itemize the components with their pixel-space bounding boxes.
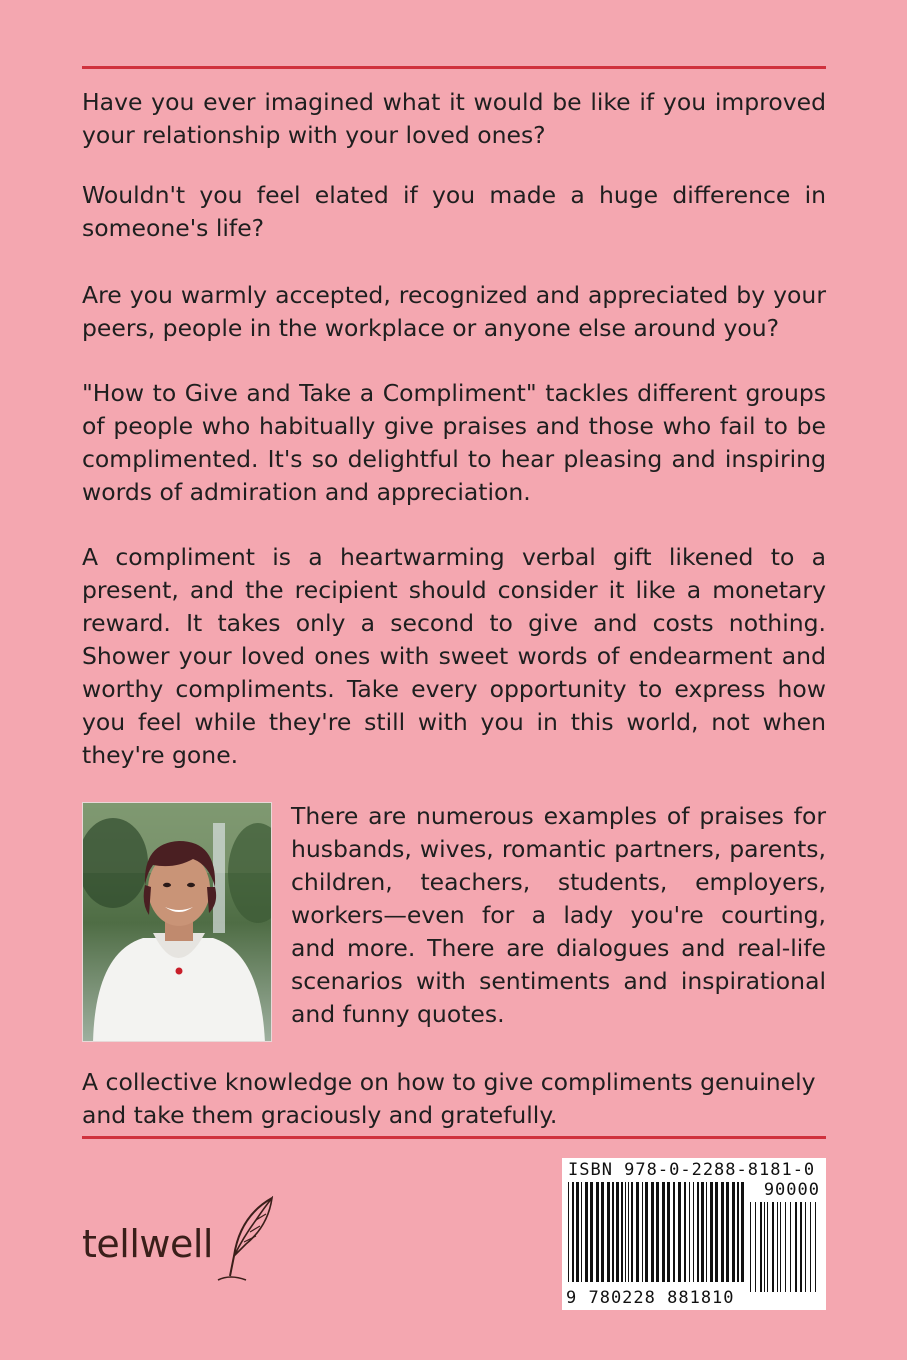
closing-paragraph: A collective knowledge on how to give compliments genuinely and take them graciously and gratefully. [82, 1068, 816, 1129]
compliment-paragraph: A compliment is a heartwarming verbal gift likened to a present, and the recipient should consider it like a monetary reward. It takes only a second to give and costs nothing. Shower your loved ones with sweet words of endearment and worthy compliments. Take every opportunity to express how you feel while they're still with you in this world, not when they're gone. [82, 543, 826, 769]
quill-pen-icon [210, 1196, 280, 1286]
barcode-bars [566, 1182, 822, 1294]
top-rule [82, 66, 826, 69]
price-code: 90000 [763, 1180, 820, 1200]
bottom-rule [82, 1136, 826, 1139]
isbn-barcode [562, 1158, 826, 1310]
isbn-label: ISBN 978-0-2288-8181-0 [568, 1160, 816, 1180]
barcode-digits: 9 780228 881810 [566, 1288, 735, 1308]
book-description-paragraph: "How to Give and Take a Compliment" tackles different groups of people who habitually give praises and those who fail to be complimented. It's so delightful to hear pleasing and inspiring words of admiration and appreciation. [82, 379, 826, 506]
intro-paragraph-3: Are you warmly accepted, recognized and appreciated by your peers, people in the workplace or anyone else around you? [82, 281, 826, 342]
intro-paragraph-2: Wouldn't you feel elated if you made a huge difference in someone's life? [82, 181, 826, 242]
publisher-logo [82, 1196, 282, 1286]
examples-paragraph: There are numerous examples of praises for husbands, wives, romantic partners, parents, children, teachers, students, employers, workers—even for a lady you're courting, and more. There are dialogues and real-life scenarios with sentiments and inspirational and funny quotes. [291, 802, 826, 1028]
publisher-name: tellwell [82, 1222, 213, 1266]
author-photo [82, 802, 272, 1042]
intro-paragraph-1: Have you ever imagined what it would be like if you improved your relationship with your loved ones? [82, 88, 826, 149]
